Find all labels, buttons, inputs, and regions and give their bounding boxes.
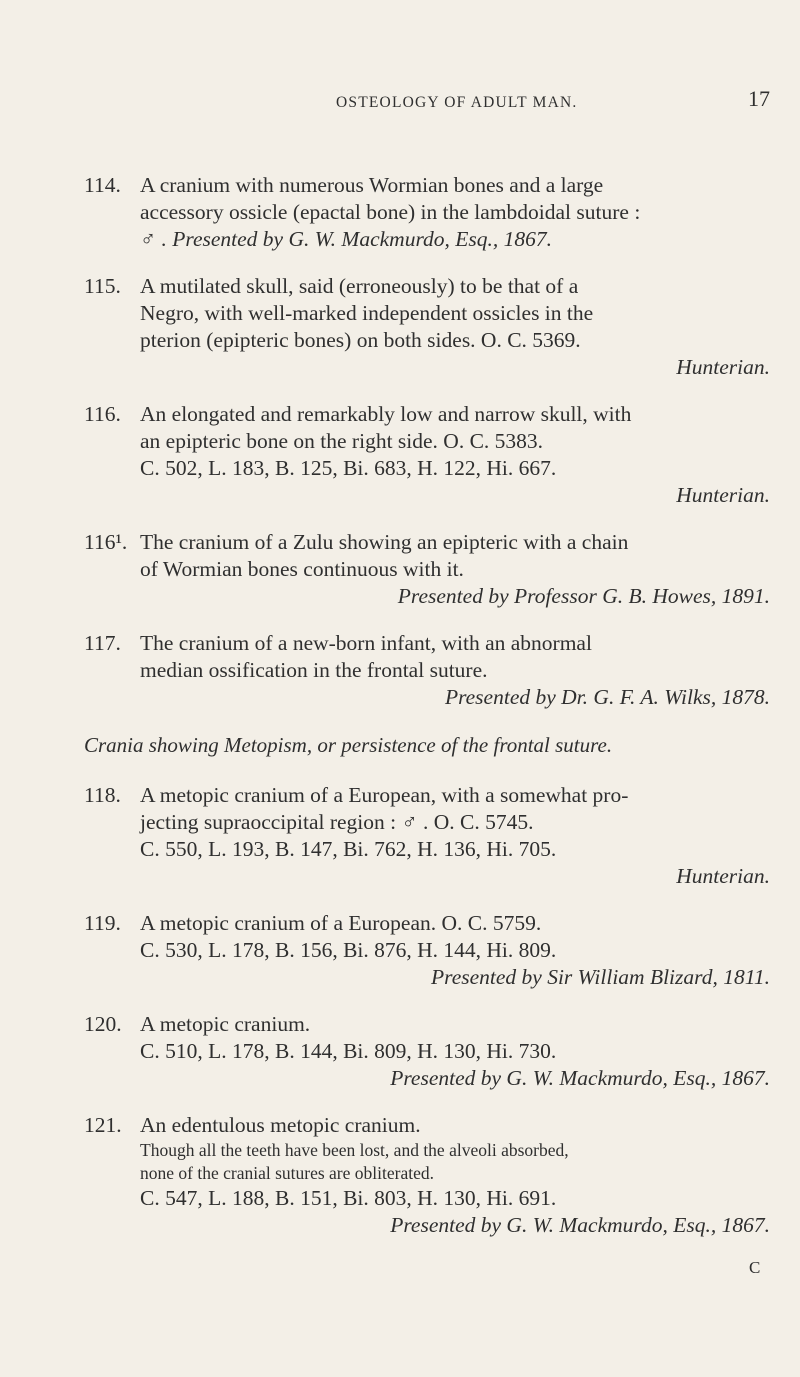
entry-attribution: ♂ . Presented by G. W. Mackmurdo, Esq., 1867. xyxy=(140,227,553,251)
entry-number: 121. xyxy=(84,1113,122,1137)
entry-text: median ossification in the frontal suture. xyxy=(140,658,488,682)
entry-note: none of the cranial sutures are obliterated. xyxy=(140,1163,434,1183)
catalogue-entries xyxy=(84,172,784,1259)
page-number: 17 xyxy=(748,86,770,111)
entry-number: 119. xyxy=(84,911,121,935)
entry-attribution: Presented by G. W. Mackmurdo, Esq., 1867. xyxy=(390,1213,770,1237)
section-heading: Crania showing Metopism, or persistence of the frontal suture. xyxy=(84,733,613,757)
entry-number: 116¹. xyxy=(84,530,128,554)
entry-number: 120. xyxy=(84,1012,122,1036)
entry-text: A metopic cranium of a European, with a somewhat pro- xyxy=(140,783,629,807)
entry-note: Though all the teeth have been lost, and the alveoli absorbed, xyxy=(140,1140,569,1160)
entry-attribution: Hunterian. xyxy=(676,483,770,507)
entry-attribution: Hunterian. xyxy=(676,355,770,379)
entry-measurements: C. 550, L. 193, B. 147, Bi. 762, H. 136, Hi. 705. xyxy=(140,837,557,861)
entry-number: 118. xyxy=(84,783,121,807)
entry-number: 115. xyxy=(84,274,121,298)
entry-text: an epipteric bone on the right side. O. C. 5383. xyxy=(140,429,544,453)
running-header: OSTEOLOGY OF ADULT MAN. xyxy=(336,94,578,111)
entry-attribution: Presented by Dr. G. F. A. Wilks, 1878. xyxy=(444,685,770,709)
entry-121 xyxy=(84,1112,784,1239)
entry-measurements: C. 510, L. 178, B. 144, Bi. 809, H. 130, Hi. 730. xyxy=(140,1039,557,1063)
entry-text: An elongated and remarkably low and narrow skull, with xyxy=(140,402,632,426)
entry-text: of Wormian bones continuous with it. xyxy=(140,557,464,581)
signature-mark: C xyxy=(749,1258,761,1277)
entry-text: A metopic cranium. xyxy=(140,1012,311,1036)
entry-number: 116. xyxy=(84,402,121,426)
entry-text: The cranium of a Zulu showing an epipteric with a chain xyxy=(140,530,629,554)
entry-text: accessory ossicle (epactal bone) in the lambdoidal suture : xyxy=(140,200,641,224)
entry-text: A metopic cranium of a European. O. C. 5759. xyxy=(140,911,542,935)
entry-number: 117. xyxy=(84,631,121,655)
entry-attribution: Hunterian. xyxy=(676,864,770,888)
entry-text: The cranium of a new-born infant, with an abnormal xyxy=(140,631,592,655)
entry-number: 114. xyxy=(84,173,121,197)
entry-text: pterion (epipteric bones) on both sides. O. C. 5369. xyxy=(140,328,581,352)
entry-text: jecting supraoccipital region : ♂ . O. C. 5745. xyxy=(140,810,534,834)
entry-120 xyxy=(84,1011,784,1092)
entry-text: Negro, with well-marked independent ossicles in the xyxy=(140,301,594,325)
entry-115 xyxy=(84,273,784,381)
entry-114 xyxy=(84,172,784,253)
entry-measurements: C. 530, L. 178, B. 156, Bi. 876, H. 144, Hi. 809. xyxy=(140,938,557,962)
entry-119 xyxy=(84,910,784,991)
entry-attribution: Presented by Professor G. B. Howes, 1891. xyxy=(397,584,770,608)
entry-attribution: Presented by G. W. Mackmurdo, Esq., 1867. xyxy=(390,1066,770,1090)
entry-measurements: C. 547, L. 188, B. 151, Bi. 803, H. 130, Hi. 691. xyxy=(140,1186,557,1210)
entry-117 xyxy=(84,630,784,711)
entry-measurements: C. 502, L. 183, B. 125, Bi. 683, H. 122, Hi. 667. xyxy=(140,456,557,480)
entry-116 xyxy=(84,401,784,509)
entry-text: A mutilated skull, said (erroneously) to be that of a xyxy=(140,274,579,298)
entry-text: A cranium with numerous Wormian bones and a large xyxy=(140,173,604,197)
entry-text: An edentulous metopic cranium. xyxy=(140,1113,421,1137)
entry-attribution: Presented by Sir William Blizard, 1811. xyxy=(431,965,770,989)
entry-118 xyxy=(84,782,784,890)
entry-116-1 xyxy=(84,529,784,610)
